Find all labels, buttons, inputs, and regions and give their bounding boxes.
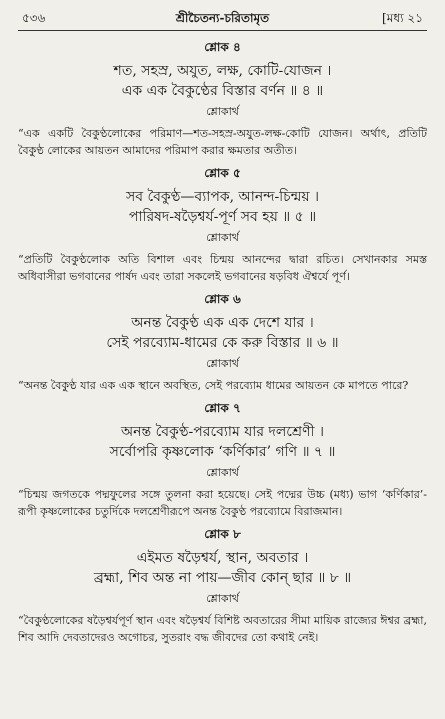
verse-sections [18,39,427,646]
verse-line: এইমত ষড়ৈশ্বর্য, স্থান, অবতার । [136,550,309,566]
verse-line: সেই পরব্যোম-ধামের কে করু বিস্তার ॥ ৬ ॥ [106,335,339,351]
chapter-reference: [মধ্য ২১ [382,11,423,25]
sloka-heading: শ্লোক ৬ [204,292,241,306]
sloka-heading: শ্লোক ৮ [204,527,241,541]
slokartha-label: শ্লোকার্থ [206,231,239,244]
slokartha-label: শ্লোকার্থ [206,357,239,370]
verse-line: সব বৈকুণ্ঠ—ব্যাপক, আনন্দ-চিন্ময় । [125,189,320,205]
translation-paragraph: “এক একটি বৈকুণ্ঠলোকের পরিমাণ—শত-সহস্র-অযুত-লক্ষ-কোটি যোজন। অর্থাৎ, প্রতিটি বৈকুণ্ঠ লোকের আয়তন আমাদের পরিমাপ করার ক্ষমতার অতীত। [18,127,427,157]
sloka-heading: শ্লোক ৪ [204,40,241,54]
verse-line: সর্বোপরি কৃষ্ণলোক ‘কর্ণিকার’ গণি ॥ ৭ ॥ [109,444,336,460]
translation-paragraph: “বৈকুণ্ঠলোকের ষড়ৈশ্বর্যপূর্ণ স্থান এবং ষড়ৈশ্বর্য বিশিষ্ট অবতারের সীমা মায়িক রাজ্যের ঈশ্বর ব্রহ্মা, শিব আদি দেবতাদেরও অগোচর, সুতরাং বদ্ধ জীবদের তো কথাই নেই। [18,614,427,644]
page-number: ৫৩৬ [22,11,46,25]
running-title: শ্রীচৈতন্য-চরিতামৃত [175,11,270,25]
slokartha-label: শ্লোকার্থ [206,466,239,479]
verse-section [18,39,427,159]
sloka-heading: শ্লোক ৫ [204,166,241,180]
verse-line: অনন্ত বৈকুণ্ঠ এক এক দেশে যার । [131,315,314,331]
verse-line: ব্রহ্মা, শিব অন্ত না পায়—জীব কোন্ ছার ॥ ৮ ॥ [93,570,352,586]
verse-line: শত, সহস্র, অযুত, লক্ষ, কোটি-যোজন । [113,63,332,79]
verse-section [18,291,427,394]
page-header [18,8,427,28]
verse-section [18,400,427,520]
verse-section [18,165,427,285]
translation-paragraph: “অনন্ত বৈকুণ্ঠ যার এক এক স্থানে অবস্থিত, সেই পরব্যোম ধামের আয়তন কে মাপতে পারে? [18,379,409,392]
verse-line: পারিষদ-ষড়ৈশ্বর্য-পূর্ণ সব হয় ॥ ৫ ॥ [128,209,317,225]
header-divider [18,30,427,31]
verse-line: এক এক বৈকুণ্ঠের বিস্তার বর্ণন ॥ ৪ ॥ [121,83,324,99]
translation-paragraph: “চিন্ময় জগতকে পদ্মফুলের সঙ্গে তুলনা করা হয়েছে। সেই পদ্মের উচ্চ (মধ্য) ভাগ ‘কর্ণিকার’-রূপী কৃষ্ণলোকের চতুর্দিকে দলশ্রেণীরূপে অনন্ত বৈকুণ্ঠ পরব্যোমে বিরাজমান। [18,488,427,518]
verse-section [18,526,427,646]
translation-paragraph: “প্রতিটি বৈকুণ্ঠলোক অতি বিশাল এবং চিন্ময় আনন্দের দ্বারা রচিত। সেখানকার সমস্ত অধিবাসীরা ভগবানের পার্ষদ এবং তারা সকলেই ভগবানের ষড়বিধ ঐশ্বর্যে পূর্ণ। [18,253,427,283]
sloka-heading: শ্লোক ৭ [204,401,241,415]
slokartha-label: শ্লোকার্থ [206,592,239,605]
verse-line: অনন্ত বৈকুণ্ঠ-পরব্যোম যার দলশ্রেণী । [120,424,325,440]
slokartha-label: শ্লোকার্থ [206,105,239,118]
